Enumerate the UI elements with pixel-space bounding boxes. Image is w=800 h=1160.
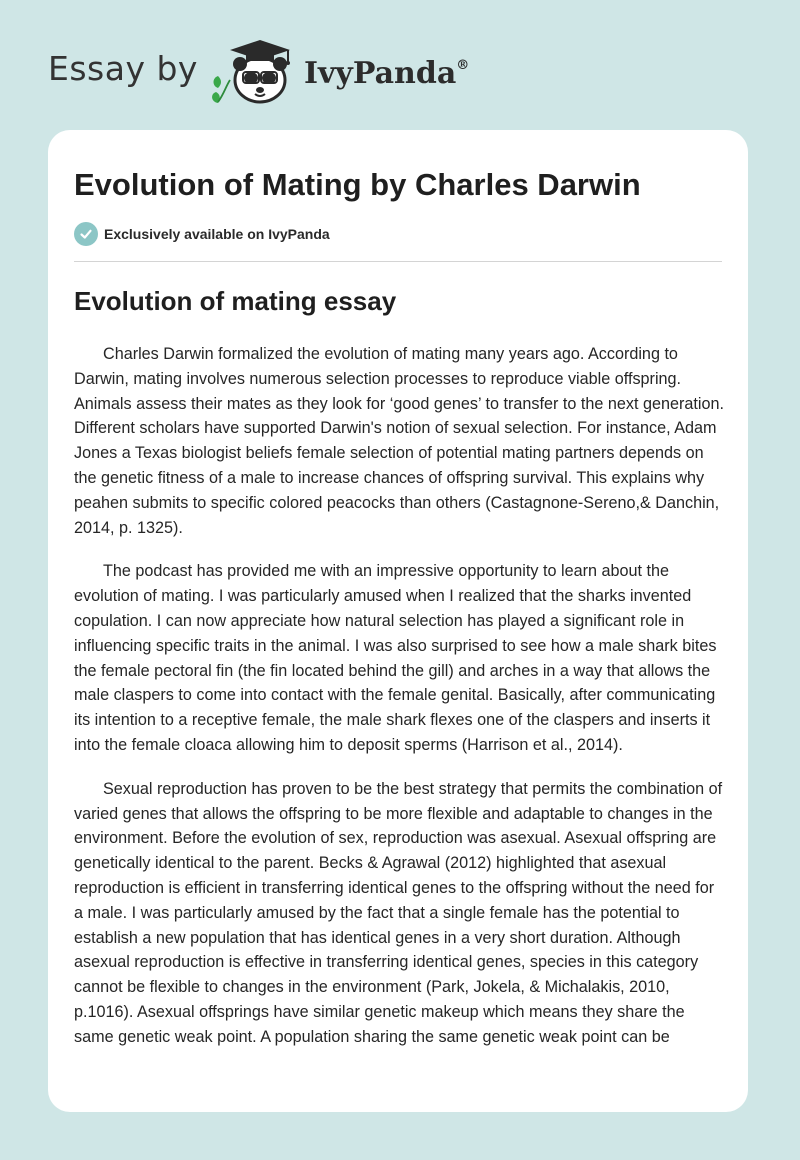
panda-graduate-icon <box>210 36 300 108</box>
check-icon <box>74 222 98 246</box>
registered-mark: ® <box>456 57 470 73</box>
brand-name: IvyPanda® <box>303 55 470 91</box>
divider <box>74 261 722 262</box>
essay-card <box>48 130 748 1112</box>
paragraph: Sexual reproduction has proven to be the best strategy that permits the combination of varied genes that allows the offspring to be more flexible and adaptable to changes in the environment. Before the evolution of sex, reproduction was asexual. Asexual offspring are genetically identical to the parent. Becks & Agrawal (2012) highlighted that asexual reproduction is efficient in transferring identical genes to the offspring without the need for a male. I was particularly amused by the fact that a single female has the potential to establish a new population that has identical genes in a very short duration. Although asexual reproduction is effective in transferring identical genes, species in this category cannot be flexible to changes in the environment (Park, Jokela, & Michalakis, 2010, p.1016). Asexual offsprings have similar genetic makeup which means they share the same genetic weak point. A population sharing the same genetic weak point can be <box>74 779 723 1046</box>
essay-by-label: Essay by <box>48 48 198 88</box>
paragraph: The podcast has provided me with an impressive opportunity to learn about the evolution of mating. I was particularly amused when I realized that the sharks invented copulation. I can now appreciate how natural selection has played a significant role in influencing specific traits in the animal. I was also surprised to see how a male shark bites the female pectoral fin (the fin located behind the gill) and arches in a way that allows the male claspers to come into contact with the female genital. Basically, after communicating its intention to a receptive female, the male shark flexes one of the claspers and inserts it into the female cloaca allowing him to deposit sperms (Harrison et al., 2014). <box>74 562 717 754</box>
section-heading: Evolution of mating essay <box>74 286 397 316</box>
badge-label: Exclusively available on IvyPanda <box>104 226 330 242</box>
paragraph: Charles Darwin formalized the evolution of mating many years ago. According to Darwin, mating involves numerous selection processes to reproduce viable offspring. Animals assess their mates as they look for ‘good genes’ to transfer to the next generation. Different scholars have supported Darwin's notion of sexual selection. For instance, Adam Jones a Texas biologist beliefs female selection of potential mating partners depends on the genetic fitness of a male to increase chances of offspring survival. This explains why peahen submits to specific colored peacocks than others (Castagnone-Sereno,& Danchin, 2014, p. 1325). <box>74 345 724 537</box>
page-title: Evolution of Mating by Charles Darwin <box>74 167 641 202</box>
exclusive-badge <box>74 222 330 246</box>
essay-body <box>74 342 724 1069</box>
site-header <box>48 36 548 108</box>
